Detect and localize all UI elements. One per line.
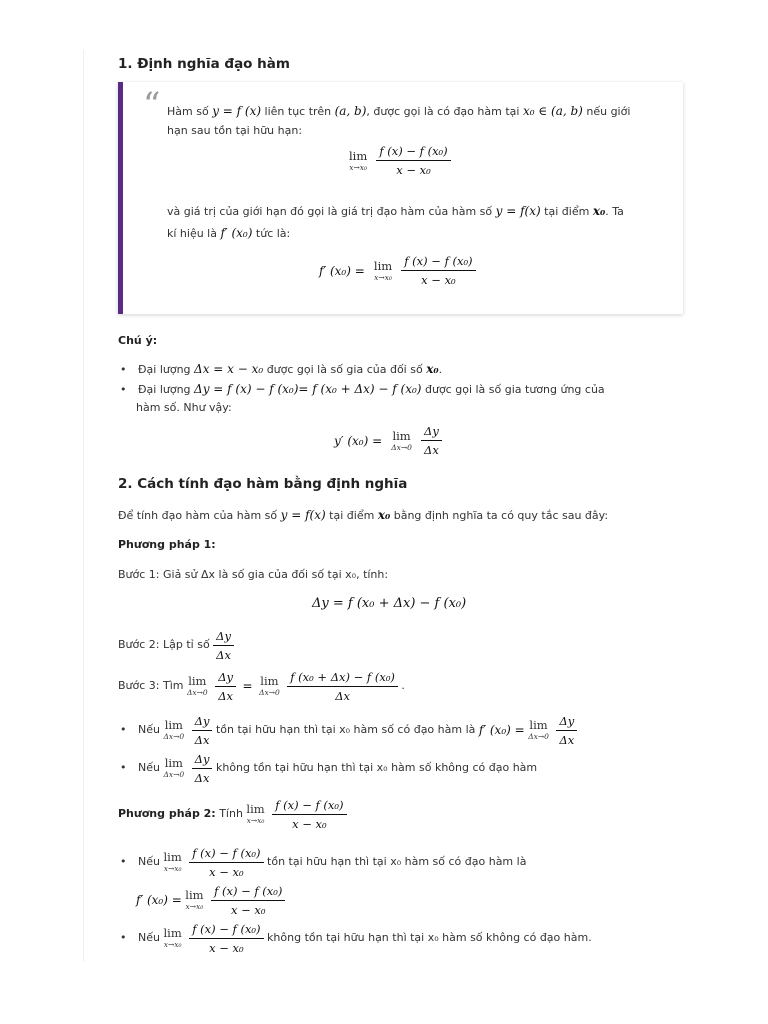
math-y-eq-fx: y = f (x) [212,104,262,118]
text: không tồn tại hữu hạn thì tại x₀ hàm số không có đạo hàm [215,761,538,774]
lim-subscript: x→x₀ [185,902,204,911]
derivative-equation [319,254,476,287]
math-f-prime-x0: f′ (x₀) [220,226,253,240]
denominator: Δx [194,770,210,785]
numerator: f (x₀ + Δx) − f (x₀) [287,670,398,687]
lim-subscript: x→x₀ [246,816,265,825]
method-2-title [118,796,347,832]
quote-mark-icon: “ [143,85,161,125]
lhs: f′ (x₀) = [478,723,525,737]
fraction [192,752,213,785]
limit-operator [528,719,549,741]
text: . [401,679,405,692]
text: tồn tại hữu hạn thì tại x₀ hàm số có đạo hàm là [215,723,476,736]
text: . Ta [605,205,624,218]
limit-operator [187,675,208,697]
denominator: x − x₀ [396,163,431,177]
definition-line-3 [167,202,667,221]
text: Tính [219,807,243,820]
text: bằng định nghĩa ta có quy tắc sau đây: [393,509,609,522]
math-y-eq-fx: y = f(x) [495,204,541,218]
fraction [421,424,442,457]
denominator: Δx [424,443,439,457]
numerator: f (x) − f (x₀) [189,922,263,939]
fraction [376,144,450,177]
section-1-title: 1. Định nghĩa đạo hàm [118,56,290,72]
text: tồn tại hữu hạn thì tại x₀ hàm số có đạo hàm là [267,855,527,868]
numerator: Δy [215,670,236,687]
lim-text: lim [260,674,279,688]
note-bullet-1 [120,360,442,379]
denominator: Δx [218,688,233,703]
lim-subscript: Δx→0 [528,732,549,741]
math-x0: x₀ [377,508,391,522]
denominator: Δx [335,688,350,703]
fraction [213,629,234,662]
math-delta-y: Δy = f (x) − f (x₀)= f (x₀ + Δx) − f (x₀) [194,382,422,396]
lim-text: lim [188,674,207,688]
method-1-bullet-2 [120,750,537,786]
text: tại điểm [544,205,590,218]
lim-subscript: x→x₀ [163,940,182,949]
limit-operator [185,889,203,911]
numerator: f (x) − f (x₀) [272,798,346,815]
fraction [189,846,263,879]
section-2-intro [118,506,608,525]
fraction [189,922,263,955]
math-interval: (a, b) [334,104,367,118]
lim-subscript: Δx→0 [163,732,185,741]
text: Hàm số [167,105,209,118]
lhs: f′ (x₀) = [319,263,365,278]
text: liên tục trên [264,105,332,118]
text: tại điểm [329,509,375,522]
equals: = [242,679,253,693]
lim-text: lim [163,850,182,864]
limit-operator [259,675,280,697]
text: Nếu [138,855,160,868]
lim-subscript: Δx→0 [186,688,208,697]
fraction [215,670,236,703]
text: Nếu [138,723,160,736]
math-delta-x: Δx = x − x₀ [194,362,264,376]
numerator: Δy [556,714,577,731]
denominator: x − x₀ [292,816,327,831]
definition-line-4 [167,224,667,243]
math-y-eq-fx: y = f(x) [280,508,326,522]
method-1-step-2 [118,628,234,662]
fraction [192,714,213,747]
lim-subscript: x→x₀ [349,162,368,172]
fraction [272,798,346,831]
text: được gọi là số gia của đối số [266,363,423,376]
lim-text: lim [164,718,183,732]
text: nếu giới [586,105,631,118]
text: Nếu [138,931,160,944]
fraction [556,714,577,747]
numerator: Δy [421,424,442,441]
lim-subscript: x→x₀ [374,272,392,282]
fraction [287,670,398,703]
method-2-bullet-1-equation [136,882,285,918]
lim-subscript: Δx→0 [391,442,412,452]
lim-text: lim [164,756,183,770]
denominator: Δx [559,732,575,747]
text: Bước 2: Lập tỉ số [118,638,210,651]
math-x0-in-interval: x₀ ∈ (a, b) [522,104,583,118]
limit-equation-1 [349,144,451,177]
method-1-title: Phương pháp 1: [118,538,216,551]
denominator: x − x₀ [209,940,244,955]
numerator: Δy [192,714,213,731]
section-2-title: 2. Cách tính đạo hàm bằng định nghĩa [118,476,408,492]
text: Để tính đạo hàm của hàm số [118,509,278,522]
numerator: f (x) − f (x₀) [211,884,285,901]
text: được gọi là số gia tương ứng của [425,383,605,396]
text: Đại lượng [138,363,191,376]
math-x0: x₀ [592,204,606,218]
limit-operator [246,803,264,825]
denominator: x − x₀ [209,864,244,879]
method-1-step-1-equation: Δy = f (x₀ + Δx) − f (x₀) [312,596,467,611]
limit-operator [163,757,184,779]
text: Bước 3: Tìm [118,679,184,692]
lim-subscript: Δx→0 [259,688,280,697]
denominator: x − x₀ [230,902,266,917]
text: Nếu [138,761,160,774]
lim-text: lim [392,428,411,443]
text: và giá trị của giới hạn đó gọi là giá trị đạo hàm của hàm số [167,205,493,218]
lim-text: lim [163,926,182,940]
lim-subscript: Δx→0 [163,770,185,779]
lim-text: lim [373,258,393,273]
limit-operator [349,150,367,172]
method-2-bullet-2 [120,920,592,956]
lim-text: lim [529,718,548,732]
text: tức là: [255,227,291,240]
note-title: Chú ý: [118,334,158,347]
definition-line-1 [167,102,667,121]
limit-operator [391,430,412,452]
note-bullet-2 [120,380,605,399]
text: Đại lượng [138,383,191,396]
limit-operator [163,851,181,873]
text: kí hiệu là [167,227,217,240]
text: , được gọi là có đạo hàm tại [366,105,520,118]
numerator: Δy [192,752,213,769]
math-x0: x₀ [426,362,439,376]
definition-blockquote [118,82,683,314]
limit-operator [163,927,181,949]
lim-text: lim [246,802,265,816]
denominator: Δx [216,647,231,662]
limit-operator [374,260,392,282]
numerator: Δy [213,629,234,646]
method-1-bullet-1 [120,712,577,748]
numerator: f (x) − f (x₀) [401,254,475,271]
definition-line-2: hạn sau tồn tại hữu hạn: [167,124,303,137]
lim-text: lim [349,148,368,163]
text: Phương pháp 2: [118,807,216,820]
fraction [401,254,475,287]
note-bullet-2-cont: hàm số. Như vậy: [136,401,232,414]
lim-text: lim [185,888,204,902]
note-equation [334,424,442,457]
lim-subscript: x→x₀ [163,864,182,873]
fraction [211,884,285,917]
denominator: Δx [194,732,210,747]
numerator: f (x) − f (x₀) [376,144,450,161]
text: không tồn tại hữu hạn thì tại x₀ hàm số không có đạo hàm. [267,931,592,944]
denominator: x − x₀ [421,273,456,287]
lhs: y′ (x₀) = [334,433,383,448]
lhs: f′ (x₀) = [136,893,182,907]
method-1-step-1: Bước 1: Giả sử Δx là số gia của đối số tại x₀, tính: [118,568,389,581]
method-2-bullet-1 [120,844,526,880]
numerator: f (x) − f (x₀) [189,846,263,863]
limit-operator [163,719,184,741]
text: . [438,363,443,376]
method-1-step-3 [118,668,405,704]
